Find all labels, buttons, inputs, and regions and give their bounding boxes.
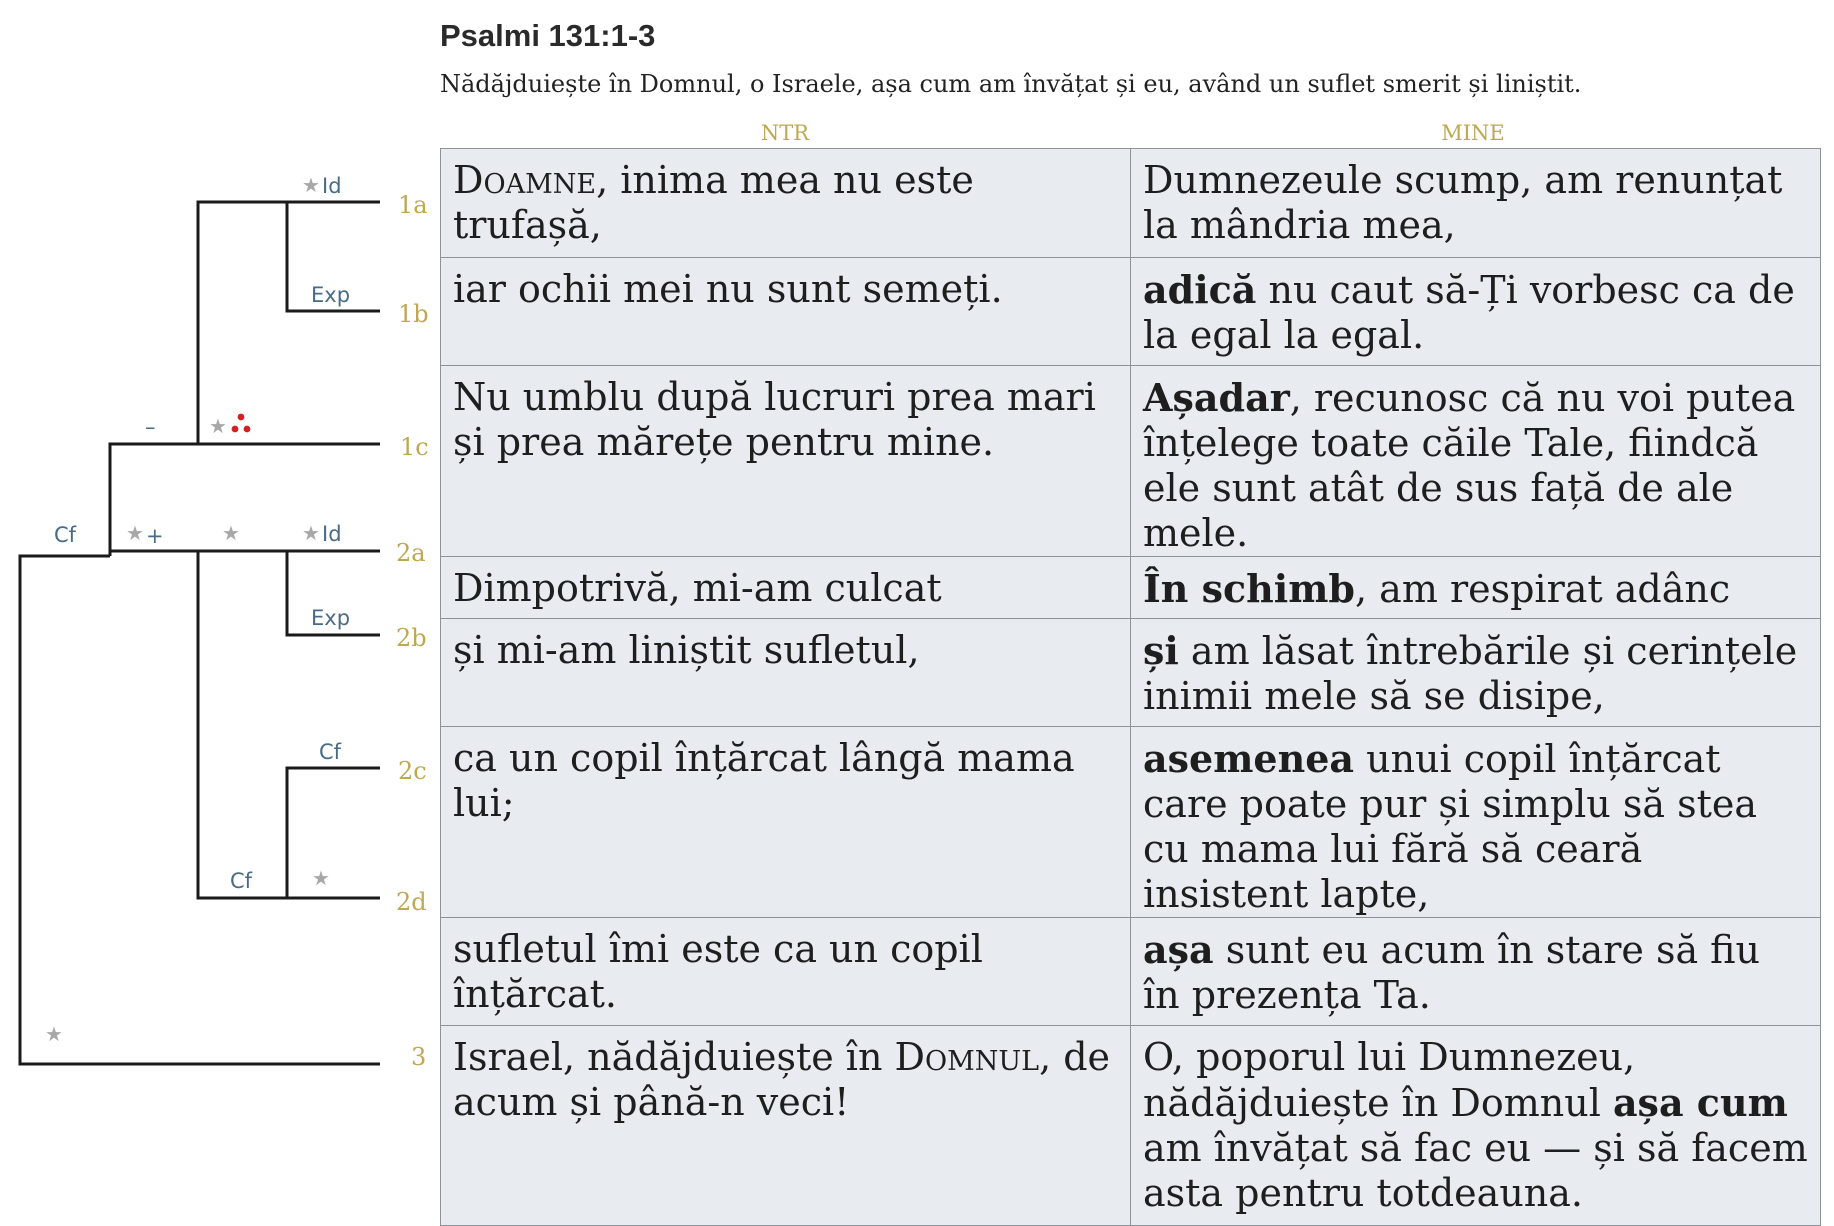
- tree-branch-2cd: [198, 551, 380, 898]
- mine-cell: [1131, 727, 1821, 918]
- star-icon: ★: [302, 173, 320, 197]
- star-icon: ★: [45, 1022, 63, 1046]
- relation-label-cf-2c: Cf: [319, 740, 342, 764]
- cell-text: sufletul îmi este ca un copil înțărcat.: [453, 927, 983, 1016]
- cell-text: unui copil înțărcat care poate pur și simplu să stea cu mama lui fără să ceară insistent lapte,: [1143, 737, 1758, 916]
- cell-text: O, poporul lui Dumnezeu, nădăjduiește în Domnul: [1143, 1035, 1636, 1125]
- table-row: [441, 918, 1821, 1026]
- table-row: [441, 258, 1821, 366]
- relation-label-id-2a: Id: [322, 522, 342, 546]
- star-icon: ★: [302, 521, 320, 545]
- table-row: [441, 619, 1821, 727]
- ntr-cell: [441, 727, 1131, 918]
- discourse-tree: [0, 0, 440, 1170]
- verse-label: 2c: [398, 757, 427, 785]
- cell-text: am lăsat întrebările și cerințele inimii mele să se disipe,: [1143, 629, 1798, 718]
- table-row: [441, 1026, 1821, 1226]
- relation-label-cf-2d: Cf: [230, 869, 253, 893]
- divine-name: Doamne: [453, 158, 597, 202]
- table-row: [441, 149, 1821, 258]
- verse-label: 1c: [400, 433, 429, 461]
- star-icon: ★: [312, 866, 330, 890]
- cell-text: Dumnezeule scump, am renunțat la mândria mea,: [1143, 158, 1783, 247]
- relation-label-plus: +: [146, 524, 164, 548]
- relation-label-cf-root: Cf: [54, 523, 77, 547]
- tree-branch-1ab: [198, 202, 380, 444]
- page-title: Psalmi 131:1-3: [440, 18, 656, 53]
- cell-text: ca un copil înțărcat lângă mama lui;: [453, 736, 1075, 825]
- cell-text: Israel, nădăjduiește în: [453, 1035, 895, 1079]
- verse-label: 2d: [396, 888, 427, 916]
- star-icon: ★: [209, 414, 227, 438]
- verse-label: 1b: [398, 300, 429, 328]
- cell-text: , de acum și până-n veci!: [453, 1035, 1111, 1124]
- divine-name: Domnul: [894, 1035, 1040, 1079]
- cell-text: Dimpotrivă, mi-am culcat: [453, 566, 942, 610]
- relation-label-minus: –: [145, 415, 156, 439]
- table-row: [441, 727, 1821, 918]
- mine-cell: [1131, 557, 1821, 619]
- verse-label: 2a: [396, 539, 426, 567]
- verse-label: 2b: [396, 624, 427, 652]
- cell-text: , am respirat adânc: [1355, 567, 1731, 611]
- connector-word: adică: [1143, 267, 1257, 312]
- triple-dot-icon: [232, 414, 251, 433]
- passage-summary: Nădăjduiește în Domnul, o Israele, așa cum am învățat și eu, având un suflet smerit și liniștit.: [440, 70, 1582, 98]
- tree-branch-2c: [287, 768, 380, 898]
- ntr-cell: [441, 258, 1131, 366]
- cell-text: am învățat să fac eu — și să facem asta pentru totdeauna.: [1143, 1126, 1808, 1215]
- cell-text: , recunosc că nu voi putea înțelege toate căile Tale, fiindcă ele sunt atât de sus față de ale mele.: [1143, 376, 1796, 555]
- ntr-cell: [441, 557, 1131, 619]
- table-row: [441, 366, 1821, 557]
- verse-label: 1a: [398, 191, 428, 219]
- relation-label-exp-1b: Exp: [311, 283, 351, 307]
- mine-cell: [1131, 918, 1821, 1026]
- cell-text: sunt eu acum în stare să fiu în prezența Ta.: [1143, 928, 1761, 1017]
- connector-word: Așadar: [1143, 375, 1290, 420]
- mine-cell: [1131, 366, 1821, 557]
- connector-word: așa: [1143, 927, 1214, 972]
- ntr-cell: [441, 149, 1131, 258]
- cell-text: iar ochii mei nu sunt semeți.: [453, 267, 1003, 311]
- ntr-cell: [441, 366, 1131, 557]
- connector-word: și: [1143, 628, 1179, 673]
- star-icon: ★: [126, 521, 144, 545]
- relation-label-exp-2b: Exp: [311, 606, 351, 630]
- ntr-cell: [441, 918, 1131, 1026]
- mine-cell: [1131, 258, 1821, 366]
- tree-branch-root: [20, 556, 380, 1064]
- mine-cell: [1131, 1026, 1821, 1226]
- connector-word: așa cum: [1612, 1080, 1788, 1125]
- connector-word: În schimb: [1143, 566, 1356, 611]
- column-header-ntr: NTR: [760, 121, 810, 145]
- column-header-mine: MINE: [1441, 121, 1505, 145]
- cell-text: , inima mea nu este trufașă,: [453, 158, 974, 247]
- verse-label: 3: [411, 1043, 427, 1071]
- translation-comparison-table: [440, 148, 1821, 1226]
- ntr-cell: [441, 1026, 1131, 1226]
- star-icon: ★: [222, 521, 240, 545]
- relation-label-id-1a: Id: [322, 174, 342, 198]
- table-row: [441, 557, 1821, 619]
- cell-text: nu caut să-Ți vorbesc ca de la egal la egal.: [1143, 268, 1795, 357]
- cell-text: și mi-am liniștit sufletul,: [453, 628, 920, 672]
- connector-word: asemenea: [1143, 736, 1355, 781]
- mine-cell: [1131, 149, 1821, 258]
- ntr-cell: [441, 619, 1131, 727]
- mine-cell: [1131, 619, 1821, 727]
- cell-text: Nu umblu după lucruri prea mari și prea mărețe pentru mine.: [453, 375, 1096, 464]
